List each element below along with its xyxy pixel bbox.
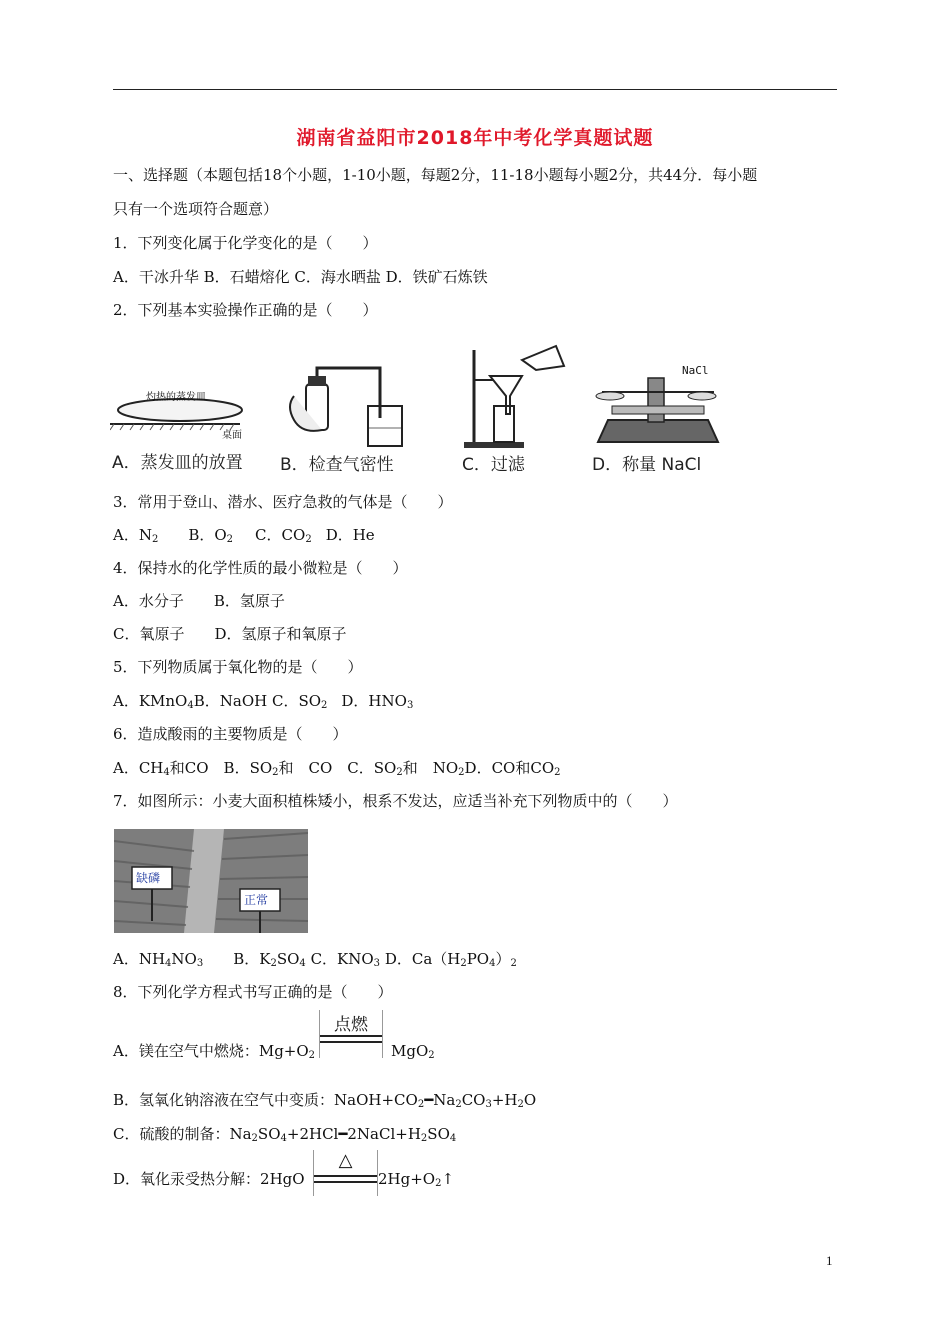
q6-part-5: D．CO和CO	[464, 759, 555, 777]
q6-part-4: 和 NO	[402, 759, 459, 777]
q3-stem: 3．常用于登山、潜水、医疗急救的气体是（ ）	[113, 493, 453, 511]
q8-b-part-4-sub: 2	[517, 1099, 524, 1110]
figure-airtightness-check	[280, 362, 430, 475]
figure-evaporating-dish	[110, 380, 260, 472]
figure-c-caption: C．过滤	[462, 455, 525, 475]
q6-part-3-sub: 2	[396, 767, 403, 778]
q7-part-1-sub: 4	[165, 958, 172, 969]
q7-part-5: C．KNO	[305, 950, 374, 968]
q8-c-part-4: SO	[427, 1125, 450, 1143]
figure-filtration	[460, 344, 570, 475]
q8-b-part-2-sub: 2	[455, 1099, 462, 1110]
sign-normal: 正常	[244, 893, 269, 907]
q8-a-reactants: A．镁在空气中燃烧：Mg+O	[113, 1042, 309, 1060]
q6-part-4-sub: 2	[458, 767, 465, 778]
figure-d-caption: D．称量 NaCl	[592, 455, 702, 475]
q8-a-product-sub: 2	[428, 1050, 435, 1061]
filtration-drawing	[460, 344, 570, 450]
q8-a-condition: 点燃	[334, 1015, 368, 1035]
q1-options: A．干冰升华 B．石蜡熔化 C．海水晒盐 D．铁矿石炼铁	[113, 268, 488, 286]
q7-part-2: NO	[171, 950, 197, 968]
q8-c-part-2: SO	[257, 1125, 281, 1143]
q8-c-part-1: C．硫酸的制备：Na	[113, 1125, 252, 1143]
q8-option-a-left	[113, 1040, 315, 1062]
q3-option-a: A．N	[113, 526, 152, 544]
q8-b-part-3-sub: 3	[485, 1099, 492, 1110]
q8-c-part-3: +2HCl━2NaCl+H	[286, 1125, 421, 1143]
q3-option-d: D．He	[325, 526, 375, 544]
q7-part-1: A．NH	[113, 950, 166, 968]
q3-option-b-sub: 2	[226, 534, 234, 545]
q8-d-condition-box	[313, 1150, 378, 1196]
q6-part-5-sub: 2	[554, 767, 561, 778]
header-rule	[113, 89, 837, 90]
sign-phosphorus-deficient: 缺磷	[136, 871, 161, 885]
q7-part-5-sub: 3	[373, 958, 381, 969]
q4-options-line-2: C．氧原子 D．氢原子和氧原子	[113, 625, 347, 643]
q8-c-part-2-sub: 4	[280, 1133, 287, 1144]
q4-stem: 4．保持水的化学性质的最小微粒是（ ）	[113, 559, 408, 577]
q3-options	[113, 524, 375, 546]
q6-part-2: 和CO B．SO	[169, 759, 273, 777]
q8-b-part-5: O	[523, 1091, 537, 1109]
q7-part-4-sub: 4	[299, 958, 306, 969]
q5-option-d: D．HNO	[341, 692, 407, 710]
q3-option-b: B．O	[188, 526, 227, 544]
figure-balance	[588, 362, 728, 475]
q5-option-bc: B．NaOH C．SO	[193, 692, 322, 710]
q6-part-3: 和 CO C．SO	[278, 759, 397, 777]
q8-d-products: 2Hg+O	[378, 1170, 436, 1188]
q8-a-equals-bar	[320, 1035, 382, 1043]
q7-part-6-sub: 2	[460, 958, 467, 969]
q5-options	[113, 690, 413, 712]
q8-option-c	[113, 1123, 456, 1145]
intro-line-2: 只有一个选项符合题意）	[113, 200, 279, 218]
q8-option-d-right	[378, 1168, 454, 1190]
q8-c-part-4-sub: 4	[449, 1133, 457, 1144]
nacl-label: NaCl	[682, 364, 709, 377]
q7-part-8-sub: 2	[510, 958, 517, 969]
q8-option-b	[113, 1089, 536, 1111]
q5-option-d-sub: 3	[406, 700, 414, 711]
q7-part-2-sub: 3	[196, 958, 204, 969]
q8-b-part-4: +H	[491, 1091, 518, 1109]
q7-part-7-sub: 4	[489, 958, 496, 969]
q6-part-1: A．CH	[113, 759, 164, 777]
q7-part-7: PO	[466, 950, 490, 968]
q7-part-4: SO	[276, 950, 300, 968]
q5-option-a: A．KMnO	[113, 692, 188, 710]
q8-b-part-3: CO	[461, 1091, 486, 1109]
q6-part-2-sub: 2	[272, 767, 279, 778]
q6-part-1-sub: 4	[163, 767, 170, 778]
q8-a-product: MgO	[391, 1042, 429, 1060]
q3-option-c-sub: 2	[305, 534, 312, 545]
airtightness-drawing	[280, 362, 430, 452]
q7-part-3: B．K	[203, 950, 271, 968]
evaporating-dish-label: 灼热的蒸发皿	[146, 392, 206, 403]
q8-b-part-1: B．氢氧化钠溶液在空气中变质：NaOH+CO	[113, 1091, 418, 1109]
intro-line-1: 一、选择题（本题包括18个小题，1-10小题，每题2分，11-18小题每小题2分，共44分．每小题	[113, 166, 758, 184]
q8-b-part-2: ━Na	[424, 1091, 456, 1109]
q8-b-part-1-sub: 2	[417, 1099, 425, 1110]
q3-option-c: C．CO	[255, 526, 306, 544]
q8-c-part-1-sub: 2	[251, 1133, 258, 1144]
q8-option-d-left: D．氧化汞受热分解：2HgO	[113, 1170, 305, 1188]
q7-part-8: ）	[495, 950, 511, 968]
q8-d-products-sub: 2	[435, 1178, 442, 1189]
q5-option-c-sub: 2	[321, 700, 328, 711]
q8-d-equals-bar	[314, 1175, 377, 1183]
q8-a-condition-box	[319, 1010, 383, 1058]
tabletop-label: 桌面	[222, 430, 242, 441]
figure-a-caption: A．蒸发皿的放置	[112, 453, 243, 473]
q8-stem: 8．下列化学方程式书写正确的是（ ）	[113, 983, 393, 1001]
q7-stem: 7．如图所示：小麦大面积植株矮小，根系不发达，应适当补充下列物质中的（ ）	[113, 792, 678, 810]
q8-d-condition-heat-icon: △	[338, 1150, 353, 1171]
page-title: 湖南省益阳市2018年中考化学真题试题	[296, 127, 654, 149]
page-number: 1	[826, 1253, 833, 1268]
q8-c-part-3-sub: 2	[420, 1133, 428, 1144]
q3-option-a-sub: 2	[151, 534, 159, 545]
q4-options-line-1: A．水分子 B．氢原子	[113, 592, 285, 610]
q1-stem: 1．下列变化属于化学变化的是（ ）	[113, 234, 378, 252]
gas-arrow-icon: ↑	[441, 1170, 455, 1188]
q6-stem: 6．造成酸雨的主要物质是（ ）	[113, 725, 348, 743]
q8-option-a-right	[391, 1040, 435, 1062]
q7-part-3-sub: 2	[270, 958, 277, 969]
q7-options	[113, 948, 517, 970]
q7-part-6: D．Ca（H	[380, 950, 461, 968]
q8-a-reactants-sub: 2	[308, 1050, 316, 1061]
wheat-field-photo	[114, 829, 308, 933]
q5-option-a-sub: 4	[187, 700, 194, 711]
q5-stem: 5．下列物质属于氧化物的是（ ）	[113, 658, 363, 676]
q2-stem: 2．下列基本实验操作正确的是（ ）	[113, 301, 378, 319]
q6-options	[113, 757, 561, 779]
figure-b-caption: B．检查气密性	[280, 455, 394, 475]
